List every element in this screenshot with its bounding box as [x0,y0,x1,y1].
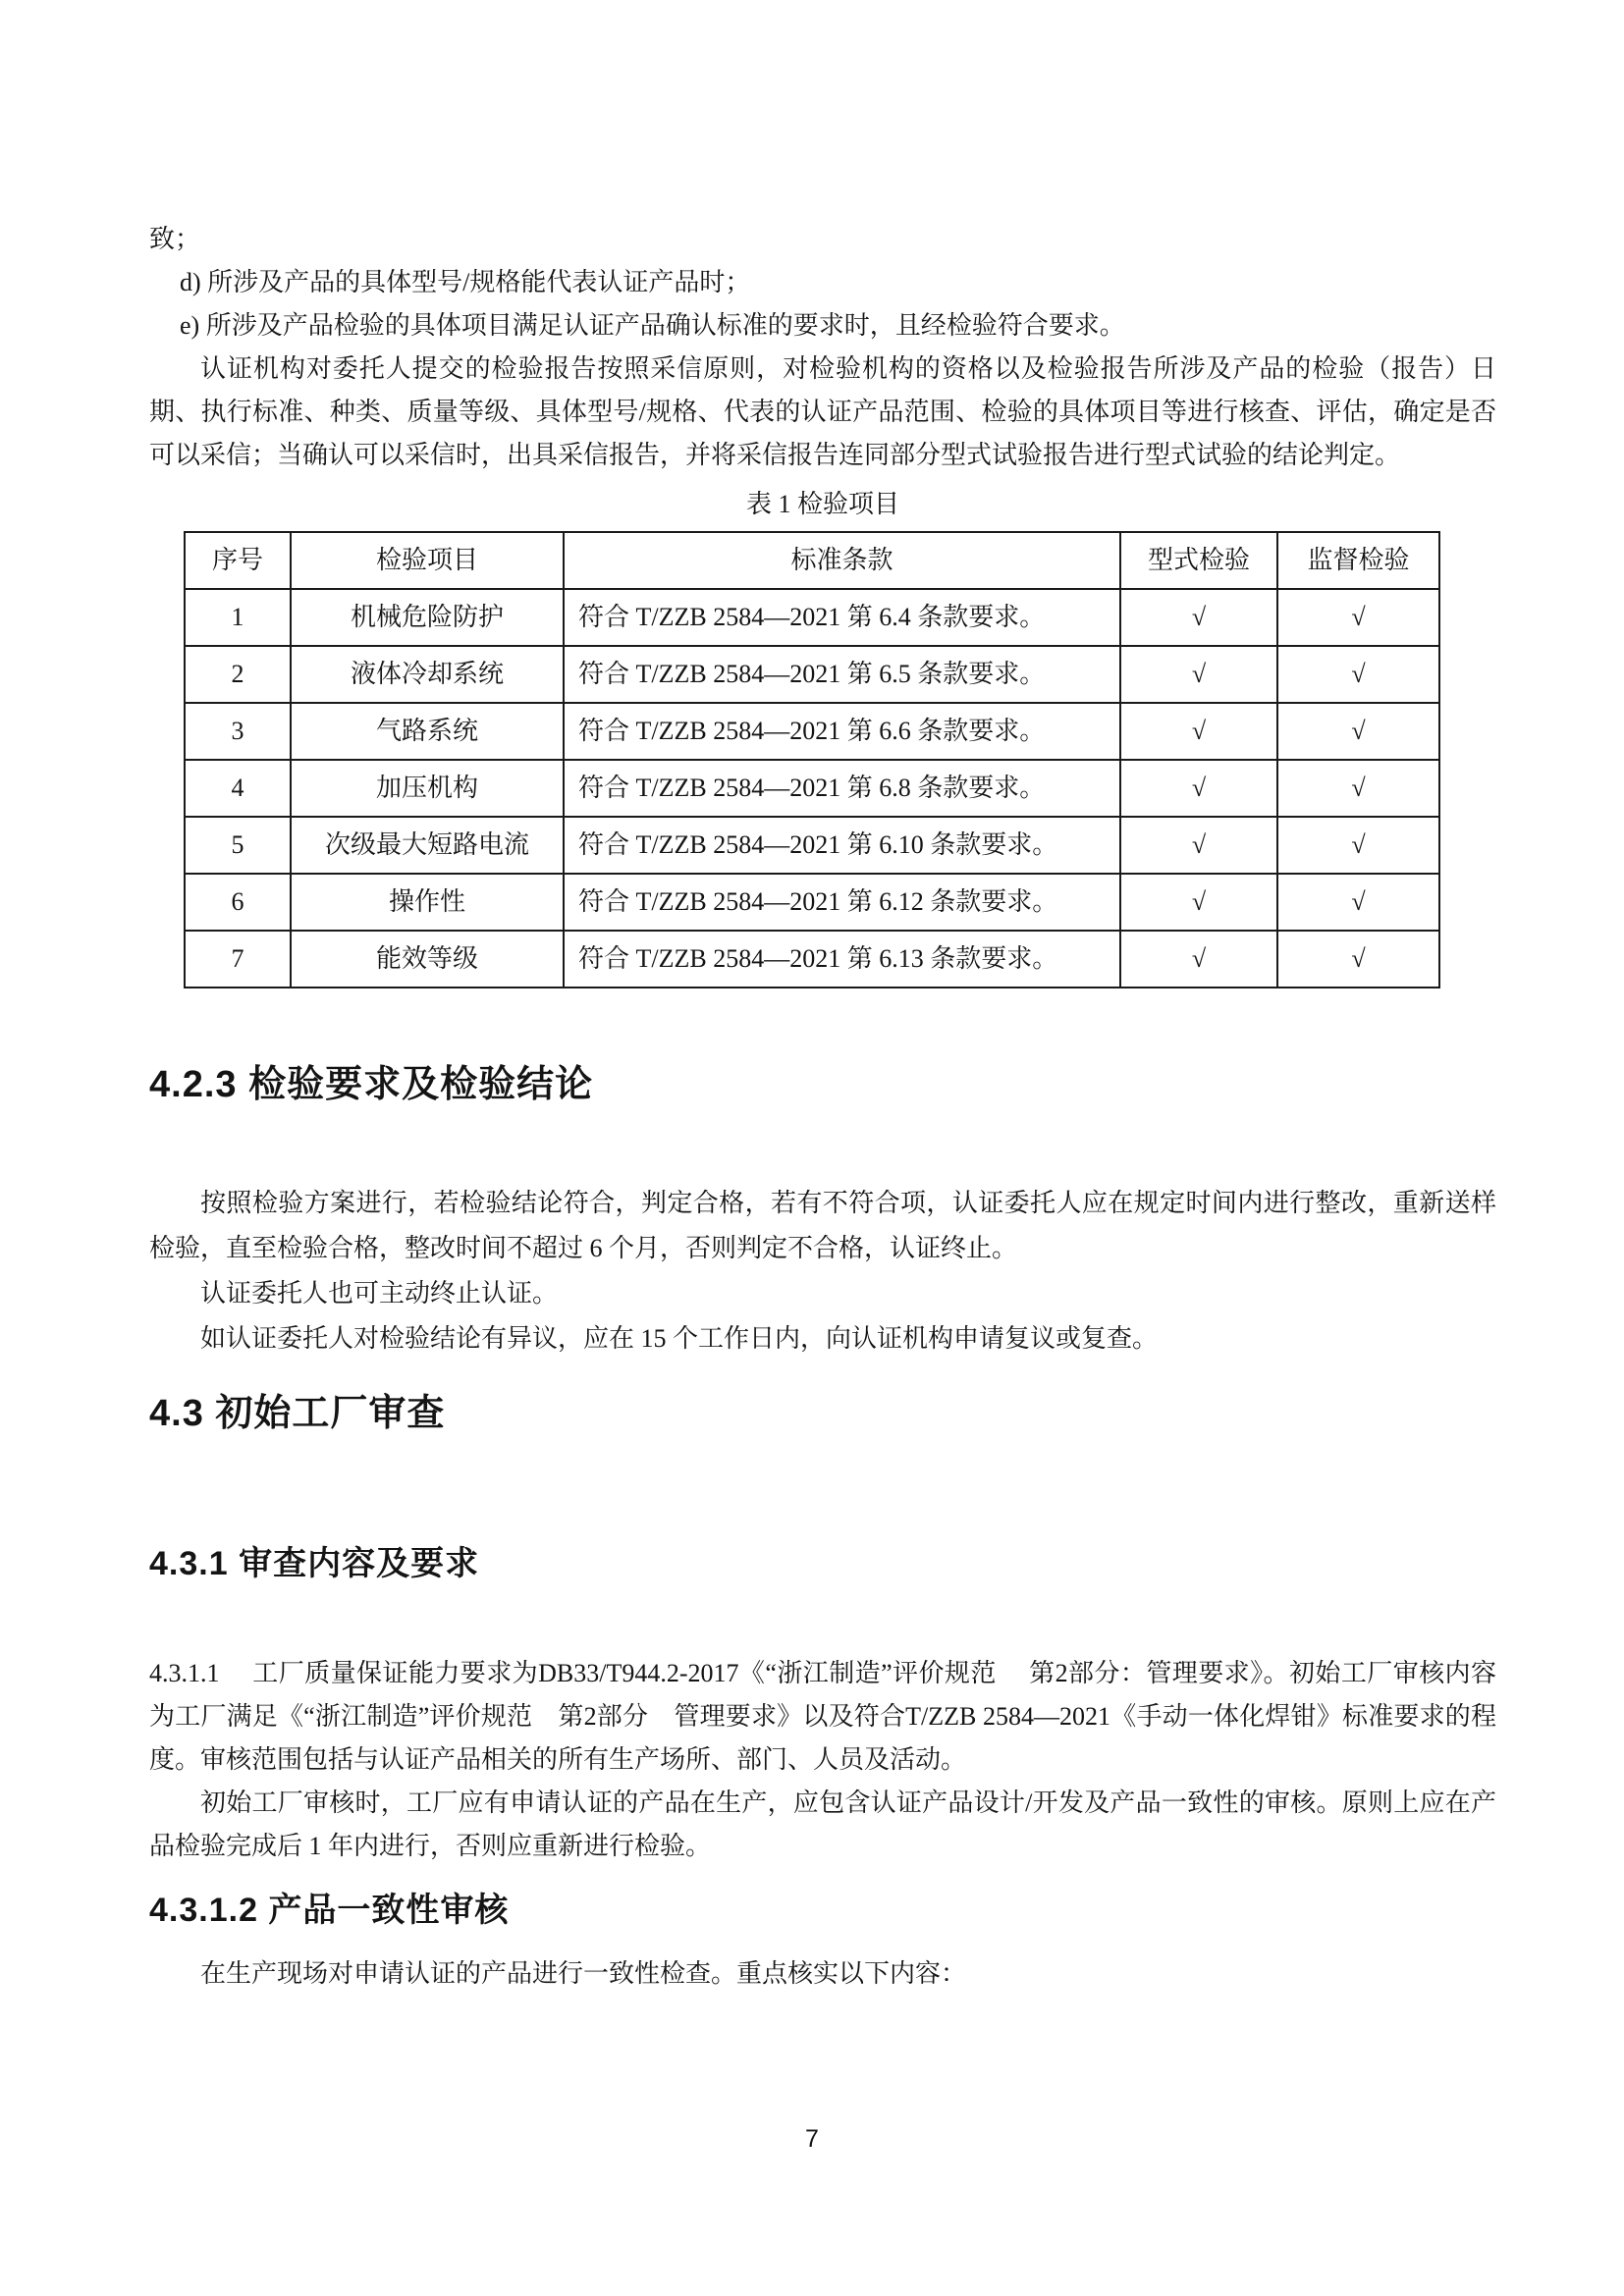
page-content [149,0,1496,1996]
row-seq: 4 [185,760,291,817]
row-seq: 2 [185,646,291,703]
row-supervision-checkmark: √ [1277,646,1439,703]
row-type-checkmark: √ [1120,817,1277,874]
inspection-items-table [184,531,1440,988]
para-4-3-1-1: 4.3.1.1 工厂质量保证能力要求为DB33/T944.2-2017《“浙江制造”评价规范 第2部分：管理要求》。初始工厂审核内容为工厂满足《“浙江制造”评价规范 第2部分 管理要求》以及符合T/ZZB 2584—2021《手动一体化焊钳》标准要求的程度。审核范围包括与认证产品相关的所有生产场所、部门、人员及活动。 [149,1659,1496,1774]
table-header-row [185,532,1439,589]
page-number: 7 [805,2125,819,2153]
heading-4-3-1: 4.3.1 审查内容及要求 [149,1545,480,1582]
intro-continuation-line: 致； [149,225,201,253]
row-type-checkmark: √ [1120,703,1277,760]
table-row [185,760,1439,817]
para-inspection-conclusion-3: 如认证委托人对检验结论有异议，应在 15 个工作日内，向认证机构申请复议或复查。 [200,1324,1159,1353]
row-item-name: 次级最大短路电流 [291,817,564,874]
row-type-checkmark: √ [1120,646,1277,703]
row-item-name: 机械危险防护 [291,589,564,646]
header-cell-type-inspection: 型式检验 [1120,532,1277,589]
row-seq: 1 [185,589,291,646]
para-inspection-conclusion-1: 按照检验方案进行，若检验结论符合，判定合格，若有不符合项，认证委托人应在规定时间内进行整改，重新送样检验，直至检验合格，整改时间不超过 6 个月，否则判定不合格，认证终止。 [149,1189,1496,1262]
row-seq: 6 [185,874,291,931]
intro-paragraph: 认证机构对委托人提交的检验报告按照采信原则，对检验机构的资格以及检验报告所涉及产品的检验（报告）日期、执行标准、种类、质量等级、具体型号/规格、代表的认证产品范围、检验的具体项目等进行核查、评估，确定是否可以采信；当确认可以采信时，出具采信报告，并将采信报告连同部分型式试验报告进行型式试验的结论判定。 [149,354,1496,469]
row-type-checkmark: √ [1120,874,1277,931]
row-item-name: 操作性 [291,874,564,931]
row-supervision-checkmark: √ [1277,589,1439,646]
row-item-name: 能效等级 [291,931,564,988]
row-clause: 符合 T/ZZB 2584—2021 第 6.12 条款要求。 [564,874,1120,931]
heading-4-3: 4.3 初始工厂审查 [149,1393,446,1434]
row-type-checkmark: √ [1120,931,1277,988]
row-clause: 符合 T/ZZB 2584—2021 第 6.6 条款要求。 [564,703,1120,760]
table-row [185,589,1439,646]
table-row [185,817,1439,874]
row-item-name: 加压机构 [291,760,564,817]
row-supervision-checkmark: √ [1277,931,1439,988]
row-clause: 符合 T/ZZB 2584—2021 第 6.10 条款要求。 [564,817,1120,874]
table-row [185,874,1439,931]
para-initial-factory-audit: 初始工厂审核时，工厂应有申请认证的产品在生产，应包含认证产品设计/开发及产品一致性的审核。原则上应在产品检验完成后 1 年内进行，否则应重新进行检验。 [149,1789,1496,1860]
heading-4-2-3: 4.2.3 检验要求及检验结论 [149,1064,594,1105]
row-clause: 符合 T/ZZB 2584—2021 第 6.4 条款要求。 [564,589,1120,646]
list-item-e: e) 所涉及产品检验的具体项目满足认证产品确认标准的要求时，且经检验符合要求。 [180,311,1125,340]
table-row [185,646,1439,703]
header-cell-item: 检验项目 [291,532,564,589]
table-body [185,589,1439,988]
row-supervision-checkmark: √ [1277,817,1439,874]
header-cell-seq: 序号 [185,532,291,589]
row-item-name: 气路系统 [291,703,564,760]
table-caption: 表 1 检验项目 [745,490,899,518]
row-seq: 7 [185,931,291,988]
row-clause: 符合 T/ZZB 2584—2021 第 6.8 条款要求。 [564,760,1120,817]
row-supervision-checkmark: √ [1277,874,1439,931]
row-clause: 符合 T/ZZB 2584—2021 第 6.13 条款要求。 [564,931,1120,988]
row-seq: 5 [185,817,291,874]
row-seq: 3 [185,703,291,760]
header-cell-clause: 标准条款 [564,532,1120,589]
para-inspection-conclusion-2: 认证委托人也可主动终止认证。 [200,1279,559,1308]
para-consistency-check: 在生产现场对申请认证的产品进行一致性检查。重点核实以下内容： [200,1959,967,1988]
header-cell-supervision-inspection: 监督检验 [1277,532,1439,589]
row-supervision-checkmark: √ [1277,703,1439,760]
heading-4-3-1-2: 4.3.1.2 产品一致性审核 [149,1892,510,1929]
row-type-checkmark: √ [1120,589,1277,646]
row-type-checkmark: √ [1120,760,1277,817]
row-clause: 符合 T/ZZB 2584—2021 第 6.5 条款要求。 [564,646,1120,703]
table-row [185,931,1439,988]
row-supervision-checkmark: √ [1277,760,1439,817]
row-item-name: 液体冷却系统 [291,646,564,703]
list-item-d: d) 所涉及产品的具体型号/规格能代表认证产品时； [180,268,751,296]
table-row [185,703,1439,760]
